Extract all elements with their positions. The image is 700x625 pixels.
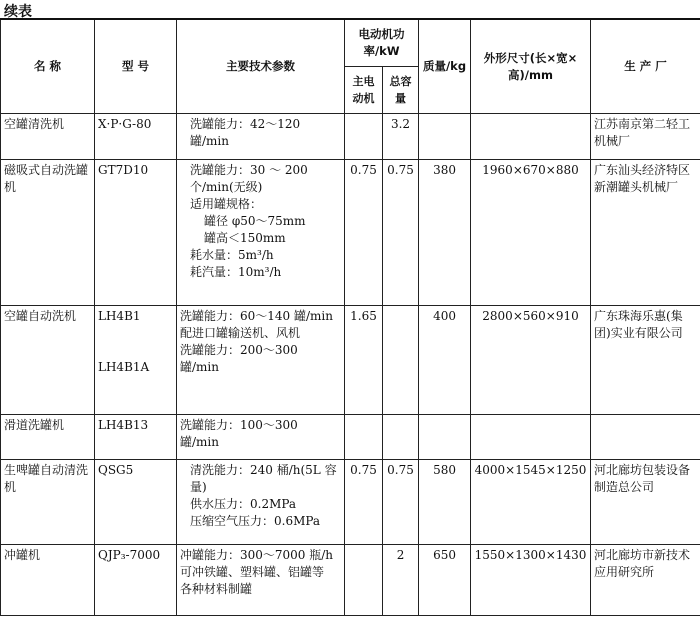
row-power-main: 0.75 (345, 460, 383, 545)
row-power-total: 0.75 (383, 460, 419, 545)
row-power-total (383, 415, 419, 460)
param-line: 洗罐能力：100～300 (180, 418, 298, 432)
row-model (95, 415, 177, 460)
header-model: 型 号 (95, 19, 177, 114)
row-params (177, 306, 345, 415)
row-maker (591, 415, 700, 460)
row-power-total: 0.75 (383, 160, 419, 306)
param-line: 各种材料制罐 (180, 582, 253, 596)
row-power-total: 3.2 (383, 114, 419, 160)
model-code: LH4B13 (98, 418, 149, 432)
param-line: 适用罐规格： (190, 197, 263, 211)
model-code: X·P·G-80 (98, 117, 152, 131)
row-params (177, 160, 345, 306)
row-params (177, 460, 345, 545)
row-params (177, 415, 345, 460)
row-power-main: 0.75 (345, 160, 383, 306)
table-row (1, 114, 700, 160)
param-line: 罐/min (180, 360, 219, 374)
row-maker: 江苏南京第二轻工机械厂 (591, 114, 700, 160)
row-maker: 广东汕头经济特区新潮罐头机械厂 (591, 160, 700, 306)
row-mass (419, 415, 471, 460)
row-model (95, 160, 177, 306)
row-params (177, 114, 345, 160)
row-mass (419, 114, 471, 160)
model-code: LH4B1 (98, 309, 141, 323)
row-model (95, 545, 177, 616)
equipment-spec-table (0, 18, 700, 616)
param-line: 供水压力：0.2MPa (190, 497, 297, 511)
table-caption: 续表 (4, 4, 32, 20)
row-dimensions: 2800×560×910 (471, 306, 591, 415)
header-dimensions: 外形尺寸(长×宽×高)/mm (471, 19, 591, 114)
row-mass: 650 (419, 545, 471, 616)
param-line: 压缩空气压力：0.6MPa (190, 514, 321, 528)
param-line: 罐径 φ50～75mm (204, 214, 306, 228)
param-line: 冲罐能力：300～7000 瓶/h (180, 548, 334, 562)
row-power-main (345, 114, 383, 160)
param-line: 耗汽量：10m³/h (190, 265, 282, 279)
row-mass: 580 (419, 460, 471, 545)
row-power-main (345, 415, 383, 460)
row-mass: 400 (419, 306, 471, 415)
model-code: GT7D10 (98, 163, 149, 177)
row-model (95, 306, 177, 415)
param-line: 洗罐能力：42～120 罐/min (190, 117, 301, 148)
row-dimensions (471, 114, 591, 160)
header-power-total: 总容量 (383, 67, 419, 114)
param-line: 罐高＜150mm (204, 231, 286, 245)
row-name: 磁吸式自动洗罐机 (1, 160, 95, 306)
table-row (1, 545, 700, 616)
table-row (1, 160, 700, 306)
row-maker: 河北廊坊市新技术应用研究所 (591, 545, 700, 616)
param-line: 罐/min (180, 435, 219, 449)
param-line: 耗水量：5m³/h (190, 248, 274, 262)
model-code: QSG5 (98, 463, 134, 477)
header-maker: 生 产 厂 (591, 19, 700, 114)
row-power-main: 1.65 (345, 306, 383, 415)
row-name: 冲罐机 (1, 545, 95, 616)
row-dimensions (471, 415, 591, 460)
param-line: 清洗能力：240 桶/h(5L 容量) (190, 463, 337, 494)
row-params (177, 545, 345, 616)
model-code: QJP₃-7000 (98, 548, 161, 562)
row-power-total (383, 306, 419, 415)
row-name: 生啤罐自动清洗机 (1, 460, 95, 545)
table-row (1, 415, 700, 460)
row-name: 空罐自动洗机 (1, 306, 95, 415)
row-name: 滑道洗罐机 (1, 415, 95, 460)
param-line: 洗罐能力：30 ～ 200个/min(无级) (190, 163, 308, 194)
row-name: 空罐清洗机 (1, 114, 95, 160)
header-params: 主要技术参数 (177, 19, 345, 114)
header-power-group: 电动机功率/kW (345, 19, 419, 67)
param-line: 配进口罐输送机、风机 (180, 326, 301, 340)
row-power-main (345, 545, 383, 616)
row-maker: 广东珠海乐惠(集团)实业有限公司 (591, 306, 700, 415)
header-name: 名 称 (1, 19, 95, 114)
row-maker: 河北廊坊包装设备制造总公司 (591, 460, 700, 545)
row-model (95, 460, 177, 545)
row-model (95, 114, 177, 160)
param-line: 洗罐能力：200～300 (180, 343, 298, 357)
model-spacer (98, 325, 173, 359)
row-mass: 380 (419, 160, 471, 306)
model-code: LH4B1A (98, 360, 150, 374)
row-power-total: 2 (383, 545, 419, 616)
table-row (1, 306, 700, 415)
row-dimensions: 4000×1545×1250 (471, 460, 591, 545)
header-mass: 质量/kg (419, 19, 471, 114)
param-line: 可冲铁罐、塑料罐、铝罐等 (180, 565, 325, 579)
table-row (1, 460, 700, 545)
param-line: 洗罐能力：60～140 罐/min (180, 309, 333, 323)
row-dimensions: 1960×670×880 (471, 160, 591, 306)
row-dimensions: 1550×1300×1430 (471, 545, 591, 616)
header-power-main: 主电动机 (345, 67, 383, 114)
